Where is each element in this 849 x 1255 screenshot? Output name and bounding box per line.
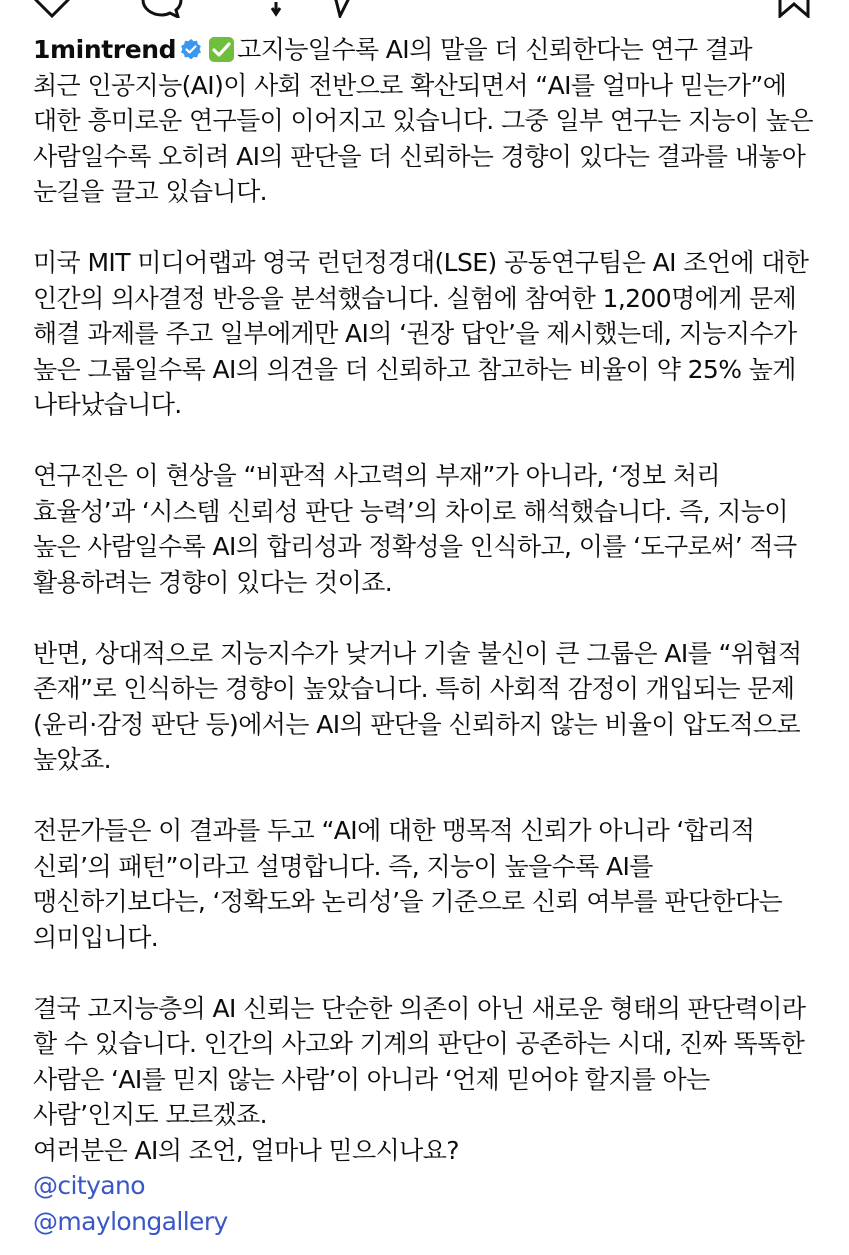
caption-paragraph-4: 반면, 상대적으로 지능지수가 낮거나 기술 불신이 큰 그룹은 AI를 “위협적 존재”로 인식하는 경향이 높았습니다. 특히 사회적 감정이 개입되는 문제(윤리·감정 판단 등)에서는 AI의 판단을 신뢰하지 않는 비율이 압도적으로 높았죠. (33, 638, 802, 774)
share-icon[interactable] (320, 0, 360, 18)
caption-paragraph-3: 연구진은 이 현상을 “비판적 사고력의 부재”가 아니라, ‘정보 처리 효율성’과 ‘시스템 신뢰성 판단 능력’의 차이로 해석했습니다. 즉, 지능이 높은 사람일수록 AI의 합리성과 정확성을 인식하고, 이를 ‘도구로써’ 적극 활용하려는 경향이 있다는 것이죠. (33, 461, 797, 597)
repost-icon[interactable] (244, 0, 284, 18)
caption-question: 여러분은 AI의 조언, 얼마나 믿으시나요? (33, 1135, 459, 1165)
caption-paragraph-5: 전문가들은 이 결과를 두고 “AI에 대한 맹목적 신뢰가 아니라 ‘합리적 신뢰’의 패턴”이라고 설명합니다. 즉, 지능이 높을수록 AI를 맹신하기보다는, ‘정확도와 논리성’을 기준으로 신뢰 여부를 판단한다는 의미입니다. (33, 816, 783, 952)
heart-icon[interactable] (30, 0, 74, 18)
bookmark-icon[interactable] (774, 0, 814, 18)
caption-headline: 고지능일수록 AI의 말을 더 신뢰한다는 연구 결과 (237, 35, 752, 64)
caption-intro (33, 32, 823, 68)
post-action-bar (0, 0, 849, 18)
caption-paragraph-2: 미국 MIT 미디어랩과 영국 런던정경대(LSE) 공동연구팀은 AI 조언에 대한 인간의 의사결정 반응을 분석했습니다. 실험에 참여한 1,200명에게 문제 해결 과제를 주고 일부에게만 AI의 ‘권장 답안’을 제시했는데, 지능지수가 높은 그룹일수록 AI의 의견을 더 신뢰하고 참고하는 비율이 약 25% 높게 나타났습니다. (33, 248, 809, 419)
caption-paragraph-6: 결국 고지능층의 AI 신뢰는 단순한 의존이 아닌 새로운 형태의 판단력이라 할 수 있습니다. 인간의 사고와 기계의 판단이 공존하는 시대, 진짜 똑똑한 사람은 ‘AI를 믿지 않는 사람’이 아니라 ‘언제 믿어야 할지를 아는 사람’인지도 모르겠죠. (33, 993, 806, 1129)
mention-link[interactable]: @cityano (33, 1171, 145, 1200)
author-username[interactable]: 1mintrend (33, 35, 177, 64)
post-caption (33, 32, 823, 1239)
mention-link[interactable]: @maylongallery (33, 1206, 228, 1236)
verified-badge-icon (180, 35, 202, 57)
comment-icon[interactable] (140, 0, 184, 18)
caption-paragraph-1: 최근 인공지능(AI)이 사회 전반으로 확산되면서 “AI를 얼마나 믿는가”에 대한 흥미로운 연구들이 이어지고 있습니다. 그중 일부 연구는 지능이 높은 사람일수록 오히려 AI의 판단을 더 신뢰하는 경향이 있다는 결과를 내놓아 눈길을 끌고 있습니다. (33, 70, 813, 206)
check-mark-emoji-icon (209, 37, 234, 62)
